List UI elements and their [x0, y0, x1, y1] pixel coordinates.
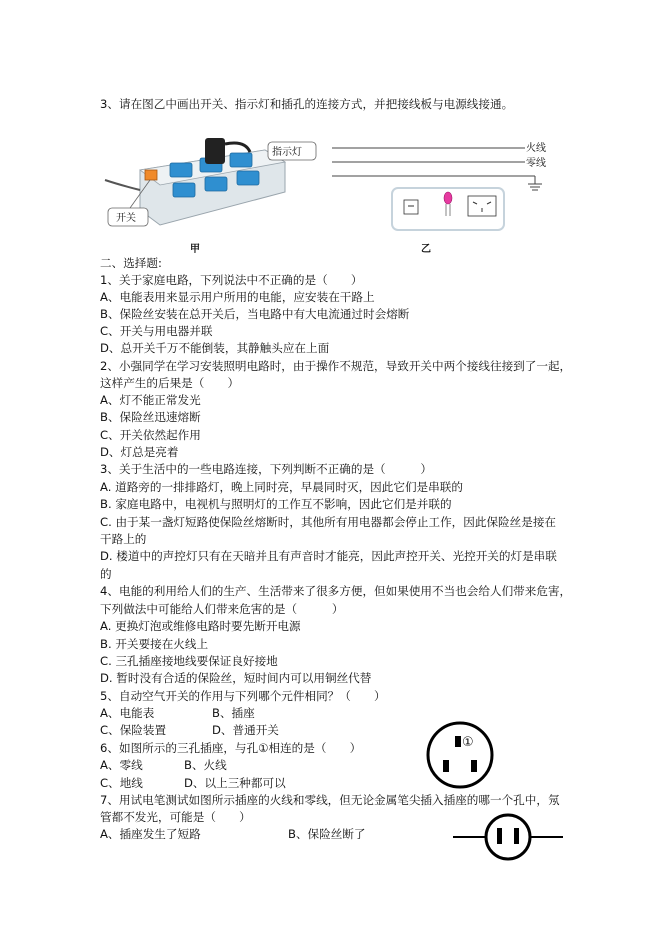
q1-option-a: A、电能表用来显示用户所用的电能，应安装在干路上 [100, 290, 375, 304]
q5-option-a: A、电能表 [100, 706, 155, 720]
section-title: 二、选择题: [100, 256, 162, 270]
wiring-diagram-figure [330, 140, 545, 235]
q3-option-b: B. 家庭电路中，电视机与照明灯的工作互不影响，因此它们是并联的 [100, 497, 452, 511]
q3-option-c: C. 由于某一盏灯短路使保险丝熔断时，其他所有用电器都会停止工作，因此保险丝是接在 [100, 515, 557, 529]
figure-yi-caption: 乙 [421, 244, 431, 255]
q3-intro: 3、请在图乙中画出开关、指示灯和插孔的连接方式，并把接线板与电源线接通。 [100, 97, 514, 111]
indicator-callout-label: 指示灯 [272, 147, 302, 158]
q6-option-d: D、以上三种都可以 [184, 776, 286, 790]
q2-stem-line2: 这样产生的后果是（ ） [100, 376, 240, 390]
q2-option-c: C、开关依然起作用 [100, 428, 201, 442]
q5-option-b: B、插座 [212, 706, 255, 720]
q3-option-a: A. 道路旁的一排排路灯，晚上同时亮，早晨同时灭，因此它们是串联的 [100, 480, 463, 494]
q5-option-c: C、保险装置 [100, 723, 167, 737]
hole-1-label: ① [462, 735, 474, 750]
q6-stem: 6、如图所示的三孔插座，与孔①相连的是（ ） [100, 741, 362, 755]
three-hole-socket-icon [425, 720, 495, 790]
neutral-wire-label: 零线 [526, 158, 546, 169]
q2-option-b: B、保险丝迅速熔断 [100, 410, 201, 424]
q3-option-d: D. 楼道中的声控灯只有在天暗并且有声音时才能亮，因此声控开关、光控开关的灯是串联 [100, 549, 557, 563]
switch-callout-label: 开关 [116, 213, 136, 224]
q2-stem-line1: 2、小强同学在学习安装照明电路时，由于操作不规范，导致开关中两个接线往接到了一起， [100, 359, 572, 373]
q3-stem: 3、关于生活中的一些电路连接，下列判断不正确的是（ ） [100, 462, 433, 476]
q5-option-d: D、普通开关 [212, 723, 279, 737]
q5-stem: 5、自动空气开关的作用与下列哪个元件相同？（ ） [100, 689, 386, 703]
q7-option-a: A、插座发生了短路 [100, 827, 201, 841]
q4-option-c: C. 三孔插座接地线要保证良好接地 [100, 654, 278, 668]
q6-option-b: B、火线 [184, 758, 227, 772]
q3-option-d-cont: 的 [100, 567, 112, 581]
two-hole-socket-icon [453, 812, 563, 862]
q2-option-a: A、灯不能正常发光 [100, 393, 201, 407]
q4-stem-line2: 下列做法中可能给人们带来危害的是（ ） [100, 602, 344, 616]
q3-option-c-cont: 干路上的 [100, 532, 147, 546]
q4-option-a: A. 更换灯泡或维修电路时要先断开电源 [100, 619, 301, 633]
figure-jia-caption: 甲 [190, 244, 200, 255]
q7-stem-line1: 7、用试电笔测试如图所示插座的火线和零线，但无论金属笔尖插入插座的哪一个孔中，氖 [100, 793, 560, 807]
q2-option-d: D、灯总是亮着 [100, 445, 179, 459]
q1-option-d: D、总开关千万不能倒装，其静触头应在上面 [100, 341, 330, 355]
live-wire-label: 火线 [526, 143, 546, 154]
q6-option-a: A、零线 [100, 758, 143, 772]
q1-option-b: B、保险丝安装在总开关后，当电路中有大电流通过时会熔断 [100, 307, 410, 321]
q4-option-d: D. 暂时没有合适的保险丝，短时间内可以用铜丝代替 [100, 671, 372, 685]
q7-option-b: B、保险丝断了 [288, 827, 366, 841]
q1-option-c: C、开关与用电器并联 [100, 324, 213, 338]
q4-option-b: B. 开关要接在火线上 [100, 637, 209, 651]
q1-stem: 1、关于家庭电路，下列说法中不正确的是（ ） [100, 273, 363, 287]
q7-stem-line2: 管都不发光，可能是（ ） [100, 810, 251, 824]
q4-stem-line1: 4、电能的利用给人们的生产、生活带来了很多方便，但如果使用不当也会给人们带来危害， [100, 584, 572, 598]
q6-option-c: C、地线 [100, 776, 143, 790]
